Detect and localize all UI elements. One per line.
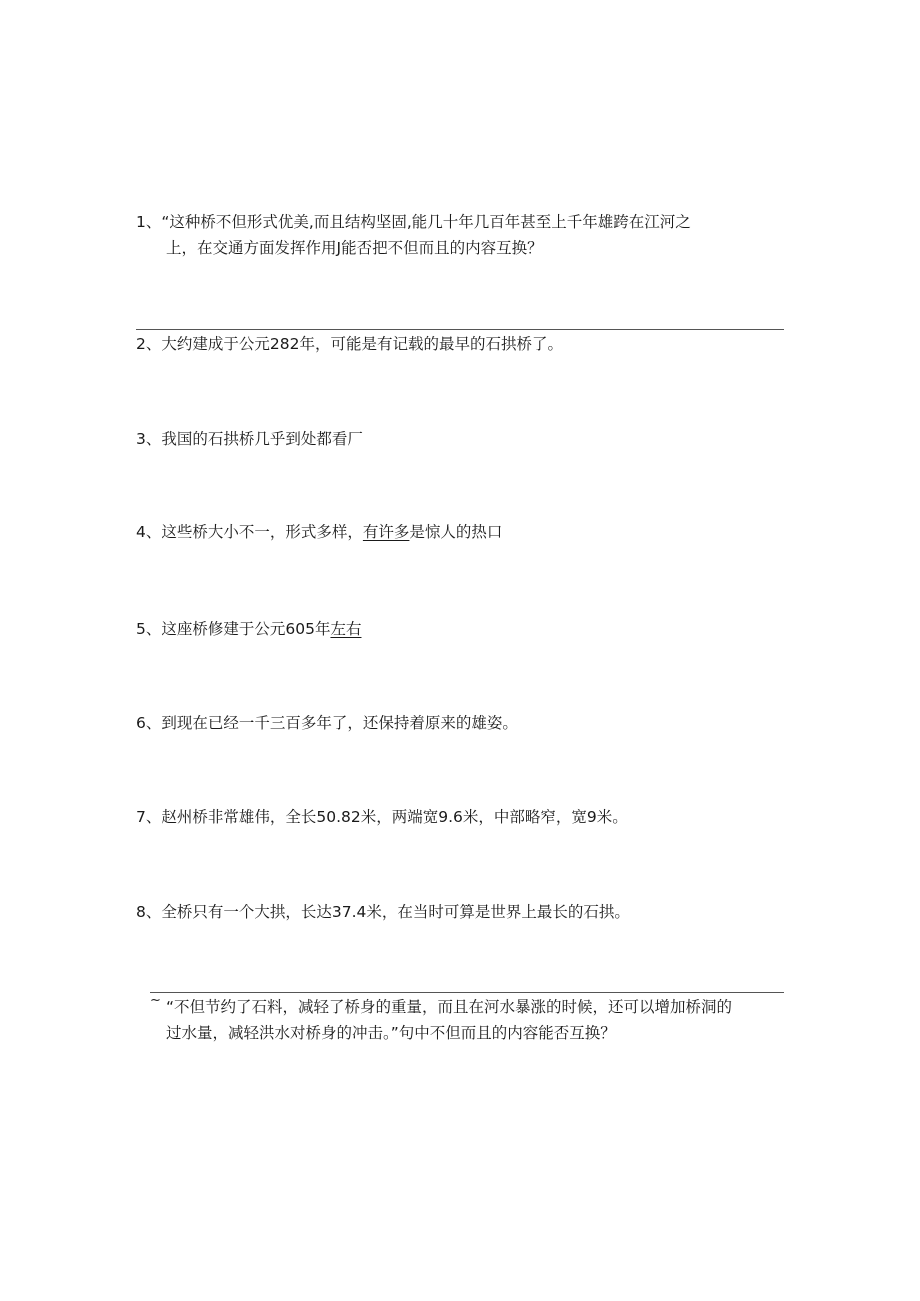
question-number: 7、 xyxy=(136,808,162,826)
question-number: 5、 xyxy=(136,620,162,638)
question-text: 这些桥大小不一，形式多样， xyxy=(161,523,363,541)
divider-line xyxy=(136,329,784,330)
question-text: “这种桥不但形式优美,而且结构坚固,能几十年几百年甚至上千年雄跨在江河之 xyxy=(161,213,691,231)
divider-line xyxy=(150,992,784,993)
question-3 xyxy=(136,426,363,452)
question-7 xyxy=(136,804,628,830)
question-1 xyxy=(136,209,691,235)
underlined-phrase: 有许多 xyxy=(362,523,410,541)
question-1-continuation: 上，在交通方面发挥作用J能否把不但而且的内容互换？ xyxy=(166,239,543,257)
question-number: 8、 xyxy=(136,903,162,921)
question-9: “不但节约了石料，减轻了桥身的重量，而且在河水暴涨的时候，还可以增加桥洞的 xyxy=(166,998,733,1016)
question-2 xyxy=(136,331,563,357)
question-number: 1、 xyxy=(136,213,162,231)
question-text: 到现在已经一千三百多年了，还保持着原来的雄姿。 xyxy=(161,714,518,732)
question-text: 我国的石拱桥几乎到处都看厂 xyxy=(161,430,363,448)
question-text: 赵州桥非常雄伟，全长50.82米，两端宽9.6米，中部略窄，宽9米。 xyxy=(161,808,628,826)
question-text: 大约建成于公元282年，可能是有记载的最早的石拱桥了。 xyxy=(161,335,563,353)
question-text-end: 是惊人的热口 xyxy=(409,523,503,541)
question-text: 这座桥修建于公元605年 xyxy=(161,620,331,638)
question-4 xyxy=(136,519,502,545)
question-number: 6、 xyxy=(136,714,162,732)
question-5 xyxy=(136,616,361,642)
question-number: 3、 xyxy=(136,430,162,448)
question-6 xyxy=(136,710,518,736)
underlined-phrase: 左右 xyxy=(330,620,362,638)
tilde-mark: ~ xyxy=(150,993,161,1008)
question-number: 4、 xyxy=(136,523,162,541)
question-text: 全桥只有一个大拱，长达37.4米，在当时可算是世界上最长的石拱。 xyxy=(161,903,630,921)
question-9-continuation: 过水量，减轻洪水对桥身的冲击。”句中不但而且的内容能否互换？ xyxy=(166,1024,616,1042)
question-number: 2、 xyxy=(136,335,162,353)
question-8 xyxy=(136,899,630,925)
